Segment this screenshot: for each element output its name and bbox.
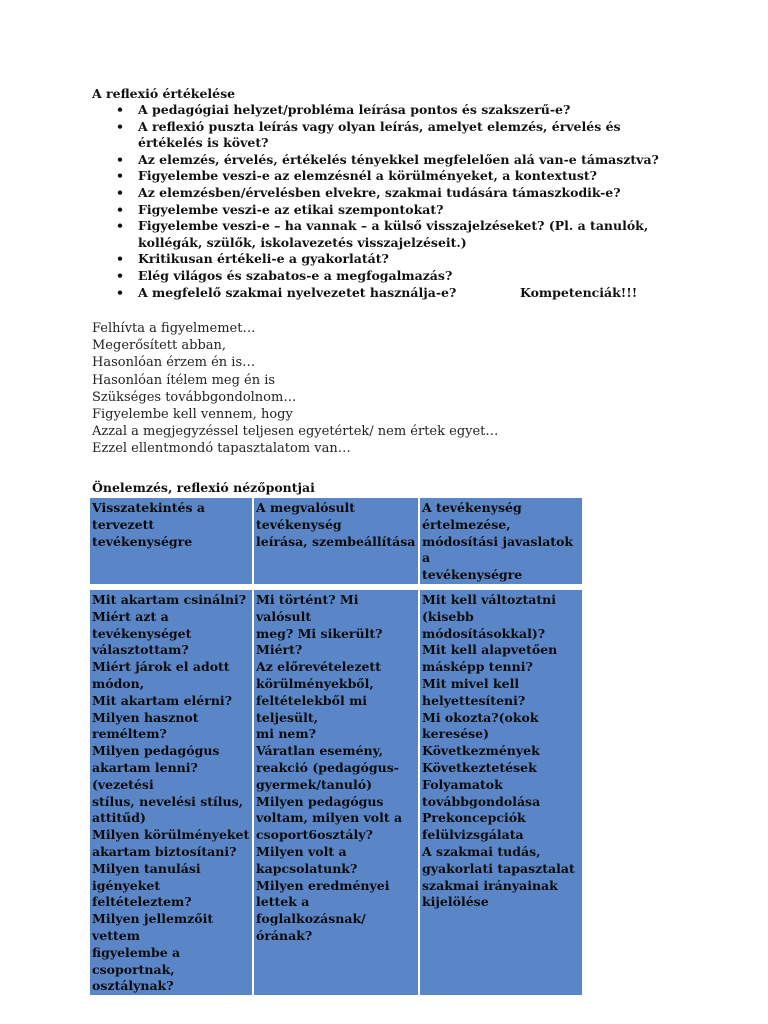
- phrase-line: Hasonlóan ítélem meg én is: [92, 372, 276, 388]
- reflection-viewpoints-table: [88, 496, 584, 997]
- criteria-item-text: Az elemzés, érvelés, értékelés tényekkel megfelelően alá van-e támasztva?: [138, 151, 659, 167]
- table-header-cell: [254, 498, 418, 584]
- criteria-item: [92, 218, 682, 251]
- spacer-cell: [90, 586, 252, 588]
- cell-text: Mi történt? Mi valósult meg? Mi sikerült? Miért? Az előrevételezett körülményekből, feltételekből mi teljesült, mi nem? Váratlan esemény, reakció (pedagógus- gyermek/tanuló) Milyen pedagógus voltam, milyen volt a csoport6osztály? Milyen volt a kapcsolatunk? Milyen eredményei lettek a foglalkozásnak/órának?: [256, 591, 403, 943]
- criteria-item: [92, 268, 682, 285]
- header-text: Visszatekintés a tervezett tevékenységre: [92, 500, 205, 549]
- table-cell: [420, 590, 582, 995]
- phrase-line: Szükséges továbbgondolnom…: [92, 389, 297, 405]
- section-title-reflection-evaluation: A reflexió értékelése: [92, 86, 236, 101]
- criteria-item: [92, 202, 682, 219]
- phrase-line: Azzal a megjegyzéssel teljesen egyetértek/ nem értek egyet…: [92, 424, 499, 440]
- criteria-item: [92, 168, 682, 185]
- criteria-item: [92, 185, 682, 202]
- spacer-cell: [254, 586, 418, 588]
- criteria-item-text: Figyelembe veszi-e – ha vannak – a külső visszajelzéseket? (Pl. a tanulók, kollégák, szülők, iskolavezetés visszajelzéseit.): [138, 218, 649, 250]
- cell-text: Mit kell változtatni (kisebb módosításokkal)? Mit kell alapvetően másképp tenni? Mit mivel kell helyettesíteni? Mi okozta?(okok keresése) Következmények Következtetések Folyamatok továbbgondolása Prekoncepciók felülvizsgálata A szakmai tudás, gyakorlati tapasztalat szakmai irányainak kijelölése: [422, 591, 575, 910]
- feedback-phrases: [92, 320, 652, 458]
- cell-text: Mit akartam csinálni? Miért azt a tevékenységet választottam? Miért járok el adott módon, Mit akartam elérni? Milyen hasznot reméltem? Milyen pedagógus akartam lenni? (vezetési stílus, nevelési stílus, attitűd) Milyen körülményeket akartam biztosítani? Milyen tanulási igényeket feltételeztem? Milyen jellemzőit vettem figyelembe a csoportnak, osztálynak?: [92, 591, 250, 994]
- competencies-note: Kompetenciák!!!: [520, 284, 638, 300]
- criteria-item: [92, 102, 682, 119]
- criteria-item-text: A reflexió puszta leírás vagy olyan leírás, amelyet elemzés, érvelés és értékelés is követ?: [138, 118, 621, 151]
- table-cell: [90, 590, 252, 995]
- criteria-item-text: Kritikusan értékeli-e a gyakorlatát?: [138, 251, 389, 267]
- criteria-item: [92, 119, 682, 152]
- phrase-line: Felhívta a figyelmemet…: [92, 321, 256, 336]
- header-text: A megvalósult tevékenység leírása, szembeállítása: [256, 500, 416, 549]
- spacer-cell: [420, 586, 582, 588]
- criteria-item-text: A megfelelő szakmai nyelvezetet használja-e?: [138, 284, 457, 300]
- table-spacer-row: [90, 586, 582, 588]
- section-title-self-analysis: Önelemzés, reflexió nézőpontjai: [92, 480, 315, 495]
- phrase-line: Megerősített abban,: [92, 338, 227, 354]
- phrase-line: Ezzel ellentmondó tapasztalatom van…: [92, 441, 351, 457]
- evaluation-criteria-list: [92, 102, 682, 301]
- table-row: [90, 590, 582, 995]
- criteria-item-text: Figyelembe veszi-e az elemzésnél a körülményeket, a kontextust?: [138, 168, 597, 184]
- criteria-item-text: Az elemzésben/érvelésben elvekre, szakmai tudására támaszkodik-e?: [138, 184, 621, 200]
- table-cell: [254, 590, 418, 995]
- phrase-line: Hasonlóan érzem én is…: [92, 355, 256, 371]
- table-header-row: [90, 498, 582, 584]
- phrase-line: Figyelembe kell vennem, hogy: [92, 407, 293, 423]
- criteria-item-text: A pedagógiai helyzet/probléma leírása pontos és szakszerű-e?: [138, 102, 571, 117]
- table-header-cell: [90, 498, 252, 584]
- criteria-item-text: Figyelembe veszi-e az etikai szempontokat?: [138, 201, 444, 217]
- table-header-cell: [420, 498, 582, 584]
- criteria-item-text: Elég világos és szabatos-e a megfogalmazás?: [138, 267, 453, 283]
- header-text: A tevékenység értelmezése, módosítási javaslatok a tevékenységre: [422, 500, 574, 583]
- criteria-item: [92, 152, 682, 169]
- criteria-item: [92, 251, 682, 268]
- criteria-item: [92, 285, 682, 302]
